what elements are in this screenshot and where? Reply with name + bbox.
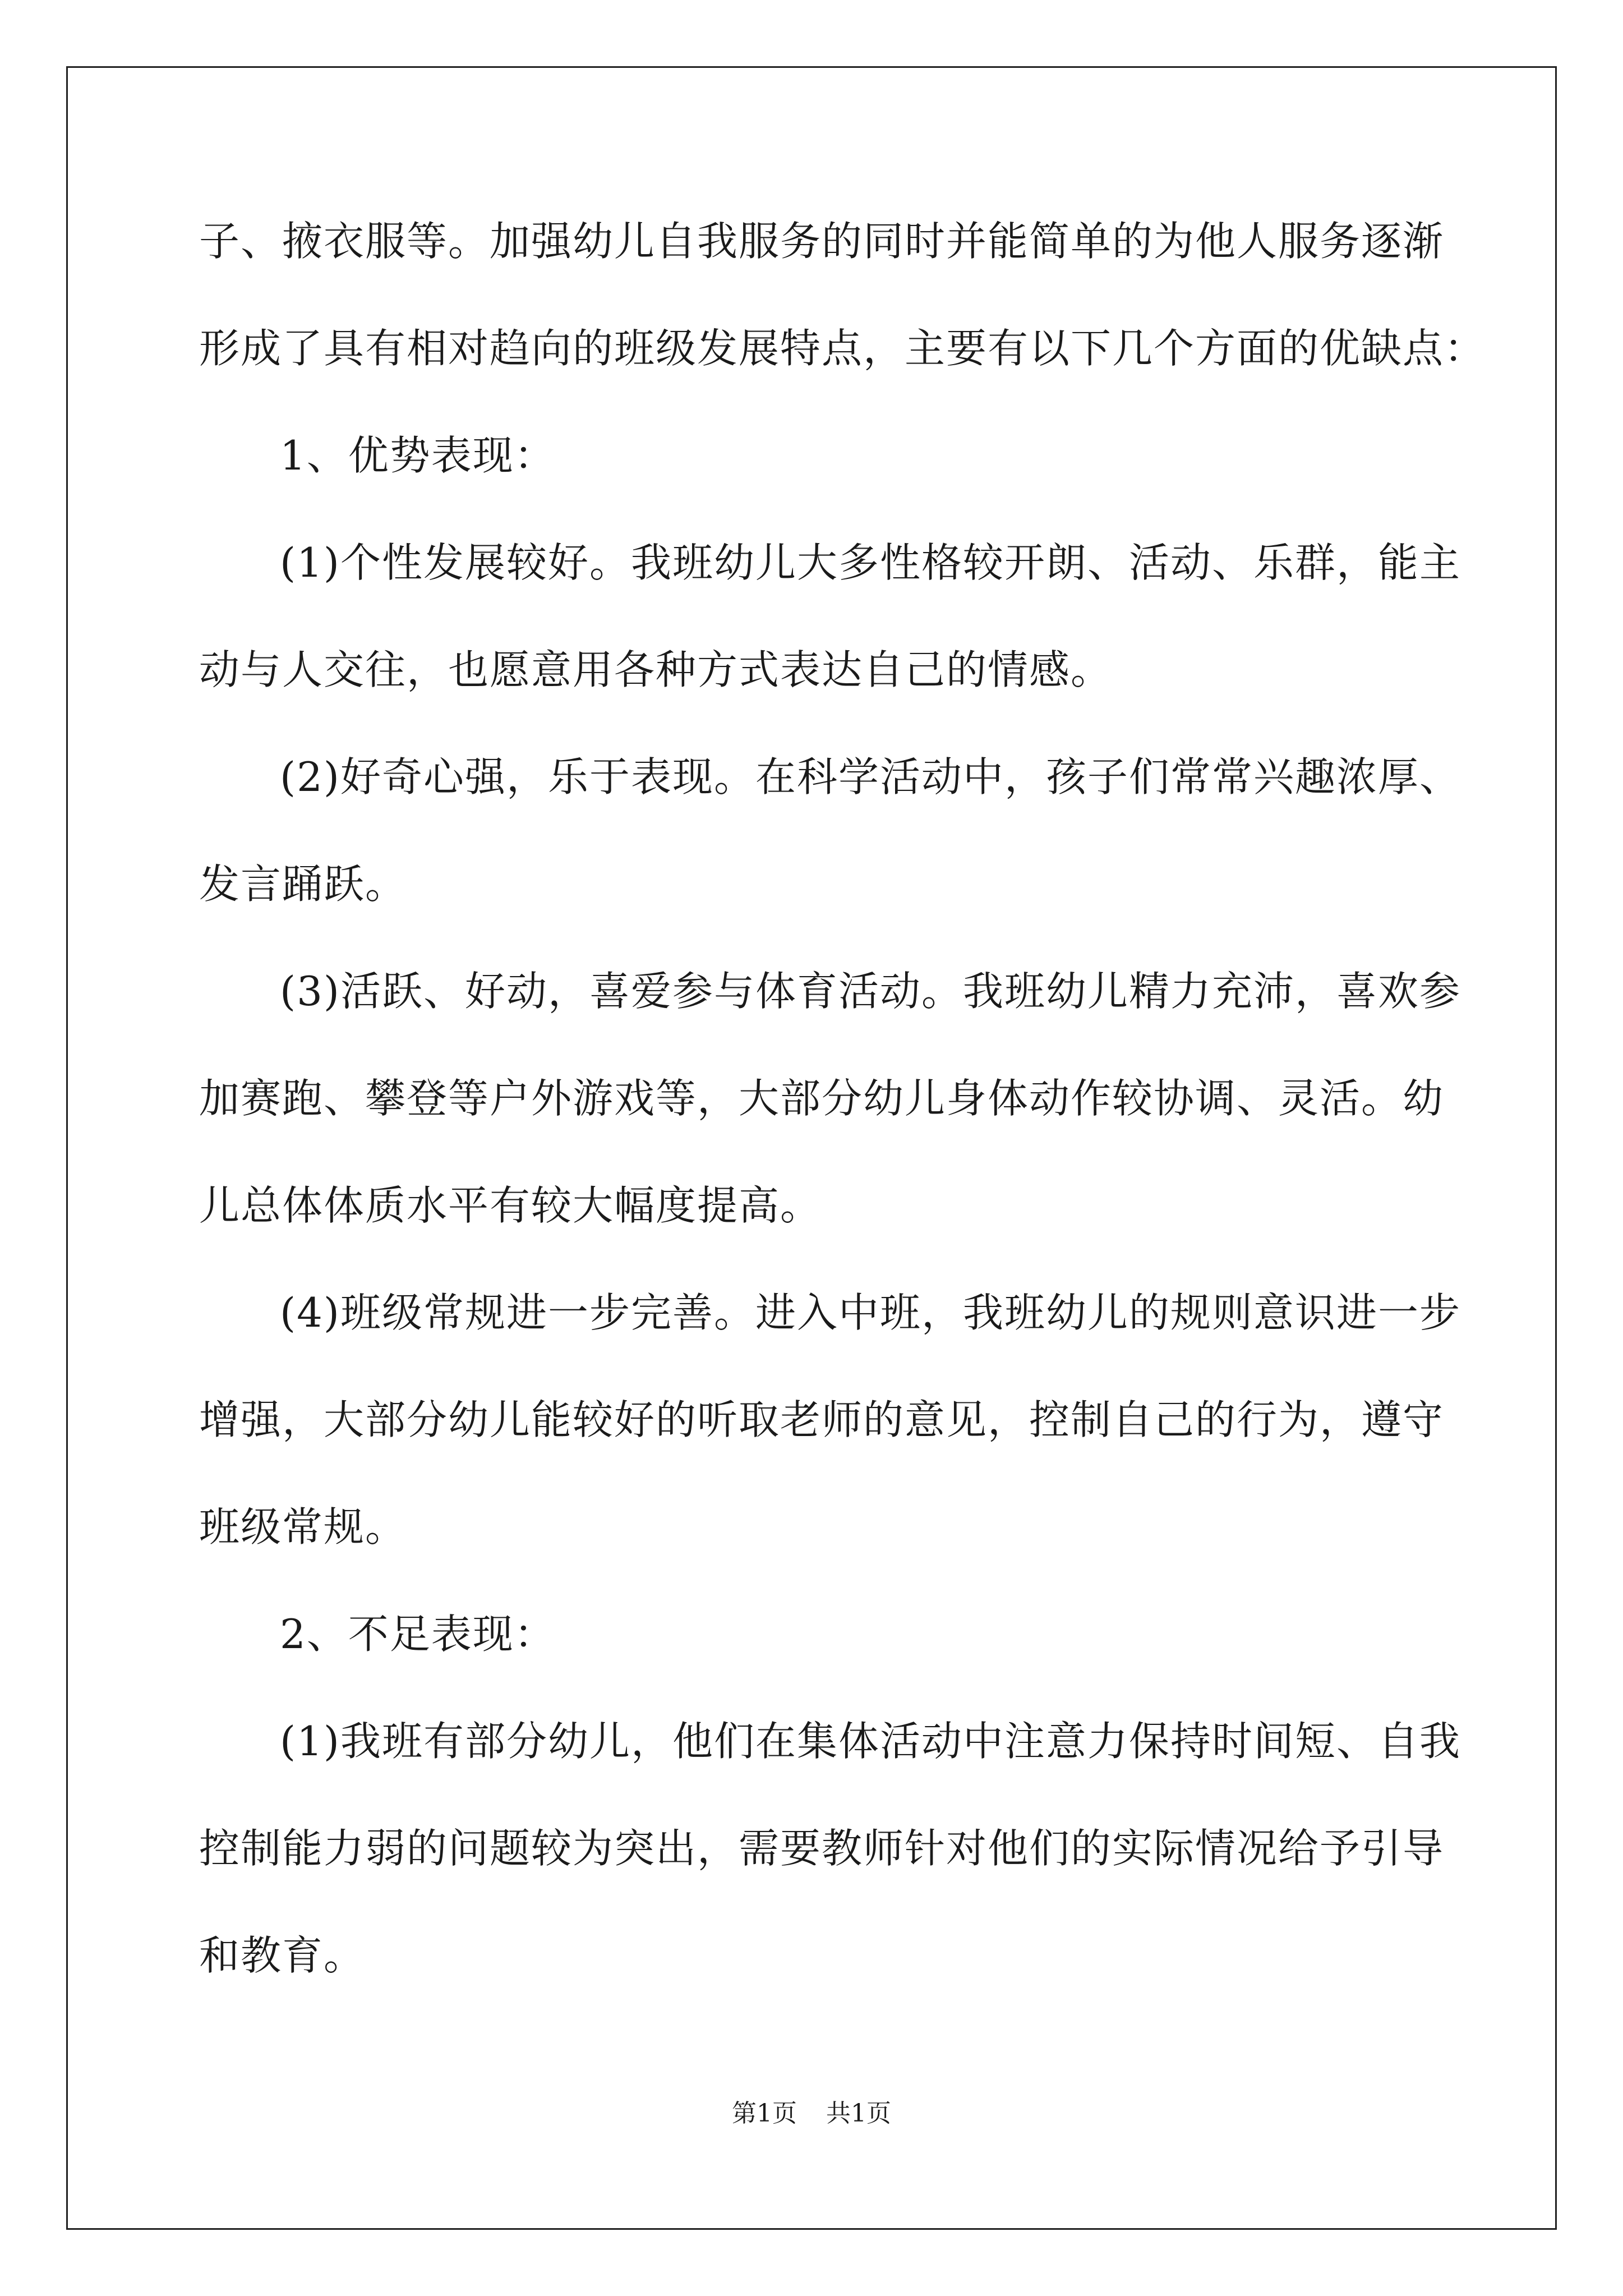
- section-heading: 2、不足表现：: [280, 1611, 556, 1658]
- text-line: 动与人交往，也愿意用各种方式表达自己的情感。: [199, 646, 1113, 693]
- text-line: 发言踊跃。: [199, 861, 407, 908]
- text-line: 子、掖衣服等。加强幼儿自我服务的同时并能简单的为他人服务逐渐: [199, 218, 1445, 265]
- text-line: 和教育。: [199, 1932, 366, 1979]
- text-line: 形成了具有相对趋向的班级发展特点，主要有以下几个方面的优缺点：: [199, 325, 1486, 372]
- page-border: [66, 66, 1557, 2230]
- text-line: (4)班级常规进一步完善。进入中班，我班幼儿的规则意识进一步: [280, 1289, 1461, 1336]
- text-line: 控制能力弱的问题较为突出，需要教师针对他们的实际情况给予引导: [199, 1825, 1445, 1872]
- text-line: 增强，大部分幼儿能较好的听取老师的意见，控制自己的行为，遵守: [199, 1396, 1445, 1443]
- page-footer: [0, 2097, 1623, 2131]
- text-line: (1)我班有部分幼儿，他们在集体活动中注意力保持时间短、自我: [280, 1718, 1461, 1765]
- text-line: (1)个性发展较好。我班幼儿大多性格较开朗、活动、乐群，能主: [280, 539, 1461, 586]
- text-line: 加赛跑、攀登等户外游戏等，大部分幼儿身体动作较协调、灵活。幼: [199, 1075, 1445, 1122]
- text-line: (2)好奇心强，乐于表现。在科学活动中，孩子们常常兴趣浓厚、: [280, 753, 1461, 800]
- text-line: 班级常规。: [199, 1503, 407, 1550]
- page-total: 共1页: [826, 2099, 891, 2128]
- page-number: 第1页: [732, 2099, 797, 2128]
- section-heading: 1、优势表现：: [280, 432, 556, 479]
- text-line: (3)活跃、好动，喜爱参与体育活动。我班幼儿精力充沛，喜欢参: [280, 968, 1461, 1015]
- text-line: 儿总体体质水平有较大幅度提高。: [199, 1182, 822, 1229]
